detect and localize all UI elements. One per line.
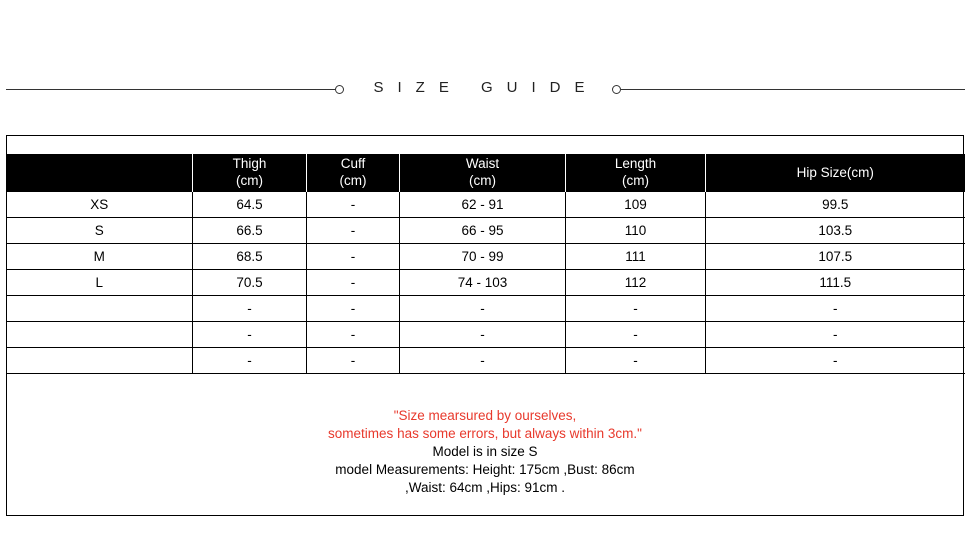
size-label <box>7 321 193 347</box>
header-thigh: Thigh (cm) <box>193 154 307 191</box>
model-measurements-1: model Measurements: Height: 175cm ,Bust: 86cm <box>335 462 635 477</box>
disclaimer-line-2: sometimes has some errors, but always within 3cm." <box>328 426 642 441</box>
thigh-value: 70.5 <box>193 269 307 295</box>
hip-value: 103.5 <box>706 217 965 243</box>
length-value: 112 <box>566 269 706 295</box>
table-row <box>7 269 965 295</box>
hip-value: - <box>706 347 965 373</box>
table-row <box>7 243 965 269</box>
hip-value: - <box>706 321 965 347</box>
header-hip-size: Hip Size(cm) <box>706 154 965 191</box>
thigh-value: 66.5 <box>193 217 307 243</box>
header-size <box>7 154 193 191</box>
waist-value: - <box>400 321 566 347</box>
table-row <box>7 321 965 347</box>
cuff-value: - <box>307 321 400 347</box>
hip-value: 107.5 <box>706 243 965 269</box>
length-value: - <box>566 295 706 321</box>
thigh-value: 64.5 <box>193 191 307 217</box>
hip-value: 111.5 <box>706 269 965 295</box>
table-row <box>7 191 965 217</box>
size-label: M <box>7 243 193 269</box>
waist-value: - <box>400 295 566 321</box>
model-size-note: Model is in size S <box>432 444 538 459</box>
cuff-value: - <box>307 217 400 243</box>
title-divider-right <box>621 89 965 90</box>
size-label: XS <box>7 191 193 217</box>
title-circle-left-icon <box>335 85 344 94</box>
length-value: - <box>566 347 706 373</box>
title-divider-left <box>6 89 336 90</box>
thigh-value: - <box>193 295 307 321</box>
measurement-notes <box>6 407 964 497</box>
thigh-value: - <box>193 347 307 373</box>
cuff-value: - <box>307 243 400 269</box>
size-guide-header <box>0 76 973 102</box>
table-row <box>7 347 965 373</box>
size-label: L <box>7 269 193 295</box>
waist-value: 66 - 95 <box>400 217 566 243</box>
hip-value: - <box>706 295 965 321</box>
header-waist: Waist (cm) <box>400 154 566 191</box>
waist-value: 62 - 91 <box>400 191 566 217</box>
title-circle-right-icon <box>612 85 621 94</box>
header-length: Length (cm) <box>566 154 706 191</box>
header-cuff: Cuff (cm) <box>307 154 400 191</box>
cuff-value: - <box>307 269 400 295</box>
length-value: 111 <box>566 243 706 269</box>
waist-value: - <box>400 347 566 373</box>
hip-value: 99.5 <box>706 191 965 217</box>
size-label <box>7 347 193 373</box>
size-label <box>7 295 193 321</box>
length-value: 109 <box>566 191 706 217</box>
thigh-value: - <box>193 321 307 347</box>
length-value: 110 <box>566 217 706 243</box>
thigh-value: 68.5 <box>193 243 307 269</box>
page-title: SIZE GUIDE <box>373 79 599 96</box>
disclaimer-line-1: "Size mearsured by ourselves, <box>393 408 577 423</box>
size-table <box>6 154 965 374</box>
waist-value: 70 - 99 <box>400 243 566 269</box>
cuff-value: - <box>307 347 400 373</box>
table-row <box>7 217 965 243</box>
table-header-row <box>7 154 965 191</box>
length-value: - <box>566 321 706 347</box>
size-label: S <box>7 217 193 243</box>
model-measurements-2: ,Waist: 64cm ,Hips: 91cm . <box>404 480 566 495</box>
cuff-value: - <box>307 295 400 321</box>
waist-value: 74 - 103 <box>400 269 566 295</box>
cuff-value: - <box>307 191 400 217</box>
table-row <box>7 295 965 321</box>
